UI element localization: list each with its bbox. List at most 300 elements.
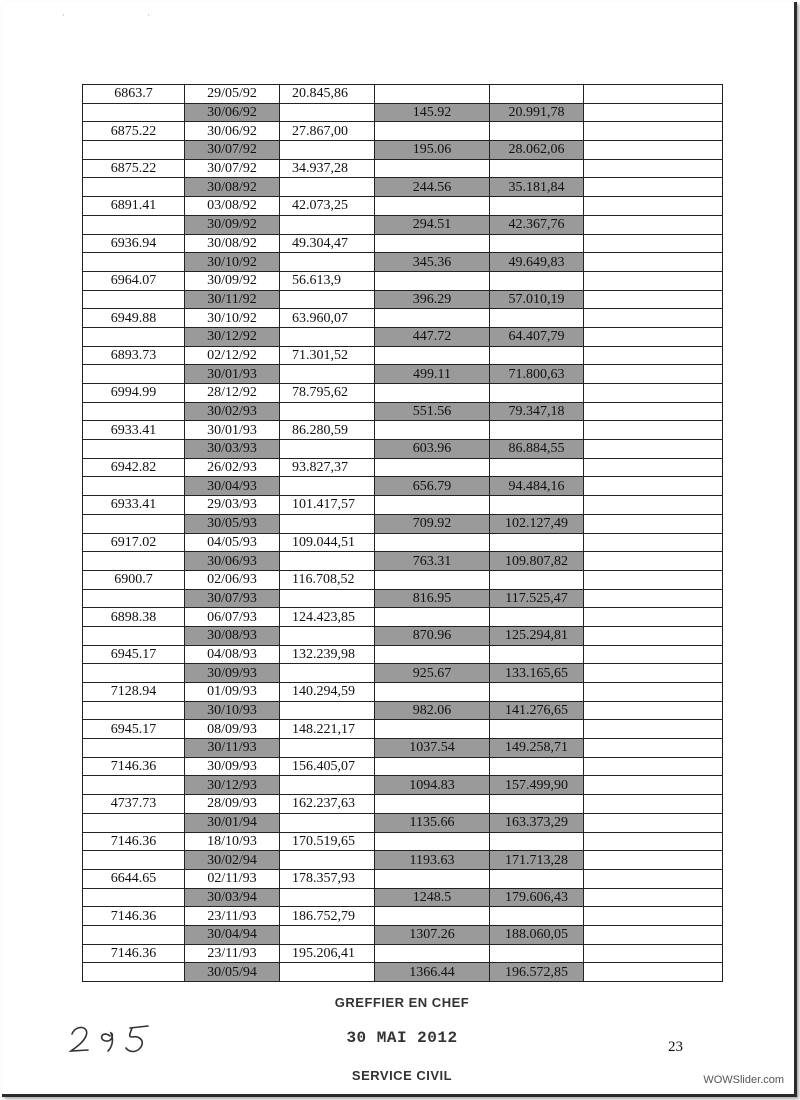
date-cell: 02/06/93: [185, 570, 280, 589]
interest-cell: 1248.5: [375, 888, 490, 907]
total-cell: 196.572,85: [490, 963, 584, 982]
interest-cell: 1037.54: [375, 739, 490, 758]
table-row: [83, 327, 723, 346]
total-cell: [490, 533, 584, 552]
cumulative-cell: [280, 253, 375, 272]
total-cell: 188.060,05: [490, 925, 584, 944]
amount-cell: [83, 215, 185, 234]
blank-cell: [584, 215, 723, 234]
total-cell: [490, 197, 584, 216]
cumulative-cell: [280, 888, 375, 907]
blank-cell: [584, 701, 723, 720]
total-cell: [490, 795, 584, 814]
date-cell: 30/09/92: [185, 215, 280, 234]
amount-cell: [83, 477, 185, 496]
interest-cell: [375, 720, 490, 739]
cumulative-cell: [280, 739, 375, 758]
cumulative-cell: 162.237,63: [280, 795, 375, 814]
amount-cell: 6891.41: [83, 197, 185, 216]
date-cell: 30/08/92: [185, 234, 280, 253]
table-row: [83, 290, 723, 309]
stamp-title: GREFFIER EN CHEF: [334, 995, 470, 1010]
cumulative-cell: [280, 440, 375, 459]
date-cell: 29/05/92: [185, 85, 280, 104]
amount-cell: 6898.38: [83, 608, 185, 627]
document-page: [2, 2, 797, 1097]
blank-cell: [584, 813, 723, 832]
amount-cell: [83, 888, 185, 907]
table-row: [83, 813, 723, 832]
blank-cell: [584, 533, 723, 552]
total-cell: 163.373,29: [490, 813, 584, 832]
table-row: [83, 664, 723, 683]
table-row: [83, 253, 723, 272]
interest-cell: [375, 197, 490, 216]
cumulative-cell: [280, 290, 375, 309]
amount-cell: 6945.17: [83, 720, 185, 739]
table-row: [83, 271, 723, 290]
cumulative-cell: 56.613,9: [280, 271, 375, 290]
amount-cell: 6933.41: [83, 496, 185, 515]
stamp-service: SERVICE CIVIL: [351, 1068, 453, 1083]
interest-cell: 603.96: [375, 440, 490, 459]
table-row: [83, 533, 723, 552]
interest-cell: 345.36: [375, 253, 490, 272]
table-row: [83, 963, 723, 982]
total-cell: 64.407,79: [490, 327, 584, 346]
amount-cell: 6893.73: [83, 346, 185, 365]
total-cell: 86.884,55: [490, 440, 584, 459]
table-row: [83, 346, 723, 365]
date-cell: 04/08/93: [185, 645, 280, 664]
amount-cell: 6644.65: [83, 869, 185, 888]
date-cell: 04/05/93: [185, 533, 280, 552]
blank-cell: [584, 141, 723, 160]
cumulative-cell: 20.845,86: [280, 85, 375, 104]
interest-cell: 499.11: [375, 365, 490, 384]
interest-cell: 1366.44: [375, 963, 490, 982]
table-row: [83, 757, 723, 776]
total-cell: 179.606,43: [490, 888, 584, 907]
date-cell: 30/09/93: [185, 757, 280, 776]
blank-cell: [584, 421, 723, 440]
amount-cell: [83, 440, 185, 459]
cumulative-cell: 101.417,57: [280, 496, 375, 515]
table-row: [83, 739, 723, 758]
cumulative-cell: [280, 851, 375, 870]
total-cell: [490, 85, 584, 104]
interest-cell: [375, 159, 490, 178]
amount-cell: 7146.36: [83, 944, 185, 963]
interest-cell: [375, 122, 490, 141]
table-row: [83, 888, 723, 907]
interest-cell: [375, 533, 490, 552]
blank-cell: [584, 346, 723, 365]
cumulative-cell: [280, 701, 375, 720]
interest-cell: 244.56: [375, 178, 490, 197]
amount-cell: [83, 402, 185, 421]
date-cell: 18/10/93: [185, 832, 280, 851]
interest-cell: [375, 645, 490, 664]
date-cell: 30/11/92: [185, 290, 280, 309]
total-cell: 141.276,65: [490, 701, 584, 720]
blank-cell: [584, 496, 723, 515]
cumulative-cell: [280, 402, 375, 421]
table-row: [83, 851, 723, 870]
cumulative-cell: 27.867,00: [280, 122, 375, 141]
amount-cell: [83, 253, 185, 272]
amount-cell: 7146.36: [83, 757, 185, 776]
amount-cell: 4737.73: [83, 795, 185, 814]
cumulative-cell: [280, 514, 375, 533]
amount-cell: 7146.36: [83, 907, 185, 926]
total-cell: 125.294,81: [490, 626, 584, 645]
date-cell: 30/11/93: [185, 739, 280, 758]
ledger-body: [83, 85, 723, 982]
interest-ledger-table: [82, 84, 723, 982]
date-cell: 30/05/93: [185, 514, 280, 533]
interest-cell: 1135.66: [375, 813, 490, 832]
amount-cell: [83, 963, 185, 982]
total-cell: 35.181,84: [490, 178, 584, 197]
blank-cell: [584, 384, 723, 403]
interest-cell: 195.06: [375, 141, 490, 160]
table-row: [83, 477, 723, 496]
interest-cell: 447.72: [375, 327, 490, 346]
table-row: [83, 776, 723, 795]
cumulative-cell: [280, 365, 375, 384]
cumulative-cell: [280, 477, 375, 496]
interest-cell: [375, 869, 490, 888]
total-cell: 20.991,78: [490, 103, 584, 122]
cumulative-cell: 170.519,65: [280, 832, 375, 851]
handwritten-number-drawing: [66, 1020, 176, 1060]
blank-cell: [584, 570, 723, 589]
date-cell: 30/12/93: [185, 776, 280, 795]
cumulative-cell: 71.301,52: [280, 346, 375, 365]
cumulative-cell: 148.221,17: [280, 720, 375, 739]
interest-cell: [375, 683, 490, 702]
cumulative-cell: [280, 963, 375, 982]
blank-cell: [584, 159, 723, 178]
cumulative-cell: 116.708,52: [280, 570, 375, 589]
blank-cell: [584, 178, 723, 197]
amount-cell: [83, 925, 185, 944]
amount-cell: 6945.17: [83, 645, 185, 664]
table-row: [83, 944, 723, 963]
date-cell: 30/06/92: [185, 122, 280, 141]
amount-cell: 6942.82: [83, 458, 185, 477]
date-cell: 08/09/93: [185, 720, 280, 739]
date-cell: 30/04/93: [185, 477, 280, 496]
cumulative-cell: 109.044,51: [280, 533, 375, 552]
amount-cell: 7128.94: [83, 683, 185, 702]
date-cell: 01/09/93: [185, 683, 280, 702]
table-row: [83, 234, 723, 253]
cumulative-cell: [280, 589, 375, 608]
table-row: [83, 907, 723, 926]
blank-cell: [584, 197, 723, 216]
table-row: [83, 384, 723, 403]
table-row: [83, 365, 723, 384]
interest-cell: 1094.83: [375, 776, 490, 795]
date-cell: 30/02/94: [185, 851, 280, 870]
table-row: [83, 402, 723, 421]
amount-cell: 6875.22: [83, 122, 185, 141]
date-cell: 06/07/93: [185, 608, 280, 627]
cumulative-cell: 186.752,79: [280, 907, 375, 926]
blank-cell: [584, 851, 723, 870]
table-row: [83, 496, 723, 515]
interest-cell: 551.56: [375, 402, 490, 421]
date-cell: 30/02/93: [185, 402, 280, 421]
amount-cell: 6936.94: [83, 234, 185, 253]
cumulative-cell: [280, 215, 375, 234]
blank-cell: [584, 944, 723, 963]
cumulative-cell: 124.423,85: [280, 608, 375, 627]
date-cell: 30/03/94: [185, 888, 280, 907]
cumulative-cell: 93.827,37: [280, 458, 375, 477]
table-row: [83, 197, 723, 216]
interest-cell: [375, 832, 490, 851]
total-cell: 71.800,63: [490, 365, 584, 384]
table-row: [83, 458, 723, 477]
total-cell: 171.713,28: [490, 851, 584, 870]
interest-cell: 145.92: [375, 103, 490, 122]
amount-cell: 6863.7: [83, 85, 185, 104]
cumulative-cell: [280, 178, 375, 197]
blank-cell: [584, 626, 723, 645]
total-cell: [490, 271, 584, 290]
watermark: WOWSlider.com: [703, 1074, 784, 1086]
date-cell: 30/07/92: [185, 141, 280, 160]
table-row: [83, 570, 723, 589]
total-cell: 49.649,83: [490, 253, 584, 272]
date-cell: 02/12/92: [185, 346, 280, 365]
table-row: [83, 832, 723, 851]
amount-cell: [83, 103, 185, 122]
table-row: [83, 608, 723, 627]
blank-cell: [584, 514, 723, 533]
amount-cell: [83, 813, 185, 832]
blank-cell: [584, 552, 723, 571]
total-cell: [490, 309, 584, 328]
table-row: [83, 589, 723, 608]
total-cell: [490, 346, 584, 365]
total-cell: [490, 720, 584, 739]
total-cell: 94.484,16: [490, 477, 584, 496]
blank-cell: [584, 122, 723, 141]
total-cell: 102.127,49: [490, 514, 584, 533]
table-row: [83, 215, 723, 234]
blank-cell: [584, 85, 723, 104]
blank-cell: [584, 907, 723, 926]
interest-cell: 396.29: [375, 290, 490, 309]
total-cell: [490, 496, 584, 515]
date-cell: 23/11/93: [185, 907, 280, 926]
total-cell: [490, 234, 584, 253]
scan-specks: · ·: [62, 10, 191, 20]
blank-cell: [584, 477, 723, 496]
amount-cell: 6900.7: [83, 570, 185, 589]
cumulative-cell: 63.960,07: [280, 309, 375, 328]
blank-cell: [584, 103, 723, 122]
amount-cell: 6917.02: [83, 533, 185, 552]
cumulative-cell: [280, 664, 375, 683]
interest-cell: [375, 570, 490, 589]
date-cell: 30/09/92: [185, 271, 280, 290]
cumulative-cell: 140.294,59: [280, 683, 375, 702]
blank-cell: [584, 309, 723, 328]
cumulative-cell: 156.405,07: [280, 757, 375, 776]
blank-cell: [584, 290, 723, 309]
interest-cell: [375, 85, 490, 104]
amount-cell: [83, 141, 185, 160]
interest-cell: 1193.63: [375, 851, 490, 870]
blank-cell: [584, 234, 723, 253]
cumulative-cell: [280, 813, 375, 832]
blank-cell: [584, 963, 723, 982]
interest-cell: [375, 907, 490, 926]
cumulative-cell: [280, 327, 375, 346]
blank-cell: [584, 720, 723, 739]
table-row: [83, 440, 723, 459]
blank-cell: [584, 664, 723, 683]
table-row: [83, 626, 723, 645]
cumulative-cell: 78.795,62: [280, 384, 375, 403]
date-cell: 30/09/93: [185, 664, 280, 683]
total-cell: [490, 122, 584, 141]
amount-cell: 6964.07: [83, 271, 185, 290]
interest-cell: 870.96: [375, 626, 490, 645]
cumulative-cell: [280, 925, 375, 944]
total-cell: 117.525,47: [490, 589, 584, 608]
blank-cell: [584, 739, 723, 758]
table-row: [83, 795, 723, 814]
amount-cell: [83, 290, 185, 309]
date-cell: 28/12/92: [185, 384, 280, 403]
interest-cell: [375, 795, 490, 814]
amount-cell: [83, 365, 185, 384]
interest-cell: 816.95: [375, 589, 490, 608]
total-cell: [490, 384, 584, 403]
total-cell: [490, 869, 584, 888]
blank-cell: [584, 253, 723, 272]
total-cell: [490, 570, 584, 589]
amount-cell: [83, 664, 185, 683]
blank-cell: [584, 888, 723, 907]
amount-cell: [83, 739, 185, 758]
amount-cell: [83, 552, 185, 571]
date-cell: 30/07/92: [185, 159, 280, 178]
table-row: [83, 645, 723, 664]
total-cell: 149.258,71: [490, 739, 584, 758]
total-cell: [490, 944, 584, 963]
date-cell: 30/06/92: [185, 103, 280, 122]
interest-cell: [375, 384, 490, 403]
date-cell: 30/05/94: [185, 963, 280, 982]
cumulative-cell: 42.073,25: [280, 197, 375, 216]
interest-cell: 656.79: [375, 477, 490, 496]
cumulative-cell: [280, 776, 375, 795]
total-cell: [490, 757, 584, 776]
blank-cell: [584, 795, 723, 814]
table-row: [83, 869, 723, 888]
amount-cell: [83, 701, 185, 720]
date-cell: 29/03/93: [185, 496, 280, 515]
interest-cell: 925.67: [375, 664, 490, 683]
table-row: [83, 421, 723, 440]
cumulative-cell: 132.239,98: [280, 645, 375, 664]
amount-cell: [83, 178, 185, 197]
date-cell: 28/09/93: [185, 795, 280, 814]
cumulative-cell: 178.357,93: [280, 869, 375, 888]
interest-cell: 709.92: [375, 514, 490, 533]
date-cell: 30/01/93: [185, 365, 280, 384]
stamp-date: 30 MAI 2012: [346, 1029, 458, 1047]
amount-cell: 6933.41: [83, 421, 185, 440]
blank-cell: [584, 440, 723, 459]
amount-cell: [83, 851, 185, 870]
total-cell: [490, 683, 584, 702]
cumulative-cell: [280, 103, 375, 122]
interest-cell: [375, 757, 490, 776]
interest-cell: [375, 458, 490, 477]
date-cell: 30/06/93: [185, 552, 280, 571]
interest-cell: [375, 944, 490, 963]
date-cell: 03/08/92: [185, 197, 280, 216]
total-cell: [490, 421, 584, 440]
blank-cell: [584, 925, 723, 944]
date-cell: 30/12/92: [185, 327, 280, 346]
date-cell: 30/10/92: [185, 253, 280, 272]
table-row: [83, 552, 723, 571]
amount-cell: 6994.99: [83, 384, 185, 403]
handwritten-number: [66, 1020, 176, 1065]
date-cell: 30/03/93: [185, 440, 280, 459]
date-cell: 26/02/93: [185, 458, 280, 477]
table-row: [83, 159, 723, 178]
amount-cell: [83, 776, 185, 795]
table-row: [83, 683, 723, 702]
blank-cell: [584, 757, 723, 776]
date-cell: 30/01/93: [185, 421, 280, 440]
blank-cell: [584, 458, 723, 477]
total-cell: 133.165,65: [490, 664, 584, 683]
date-cell: 30/01/94: [185, 813, 280, 832]
table-row: [83, 103, 723, 122]
date-cell: 30/04/94: [185, 925, 280, 944]
total-cell: 42.367,76: [490, 215, 584, 234]
total-cell: [490, 907, 584, 926]
amount-cell: 6875.22: [83, 159, 185, 178]
table-row: [83, 178, 723, 197]
total-cell: [490, 608, 584, 627]
blank-cell: [584, 608, 723, 627]
interest-cell: [375, 309, 490, 328]
interest-cell: [375, 496, 490, 515]
amount-cell: [83, 626, 185, 645]
total-cell: 157.499,90: [490, 776, 584, 795]
blank-cell: [584, 645, 723, 664]
total-cell: [490, 159, 584, 178]
cumulative-cell: 49.304,47: [280, 234, 375, 253]
date-cell: 23/11/93: [185, 944, 280, 963]
amount-cell: [83, 514, 185, 533]
cumulative-cell: [280, 141, 375, 160]
table-row: [83, 85, 723, 104]
date-cell: 30/07/93: [185, 589, 280, 608]
